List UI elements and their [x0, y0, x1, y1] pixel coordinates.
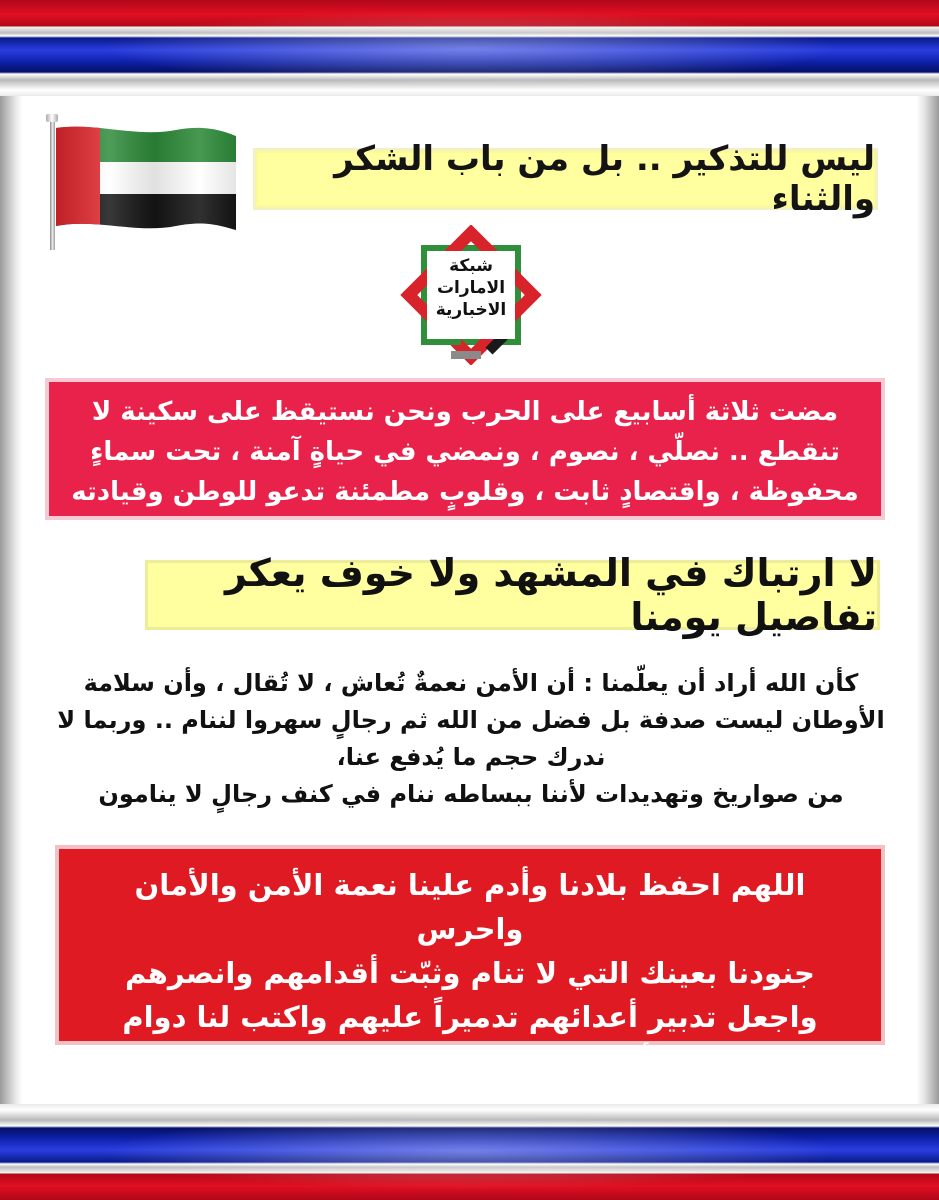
body-line: من صواريخ وتهديدات لأننا ببساطه ننام في كنف رجالٍ لا ينامون [98, 780, 844, 808]
bottom-decorative-band [0, 1104, 939, 1200]
uae-flag [40, 112, 240, 252]
body-line: كأن الله أراد أن يعلّمنا : أن الأمن نعمةٌ تُعاش ، لا تُقال ، وأن سلامة [83, 669, 859, 697]
news-network-logo [392, 225, 550, 365]
flag-pole [50, 120, 55, 250]
prayer-line: جنودنا بعينك التي لا تنام وثبّت أقدامهم وانصرهم [125, 956, 815, 990]
prayer-line: اللهم احفظ بلادنا وأدم علينا نعمة الأمن والأمان واحرس [134, 868, 806, 946]
prayer-line: الطمأنينة والاستقرار يارب العالمين [219, 1044, 721, 1078]
intro-box [45, 378, 885, 520]
subtitle-banner [145, 551, 880, 639]
intro-line: مضت ثلاثة أسابيع على الحرب ونحن نستيقظ على سكينة لا [91, 397, 839, 427]
subtitle-text: لا ارتباك في المشهد ولا خوف يعكر تفاصيل يومنا [225, 551, 877, 639]
prayer-box [55, 845, 885, 1078]
intro-line: تنقطع .. نصلّي ، نصوم ، ونمضي في حياةٍ آمنة ، تحت سماءٍ [90, 437, 840, 467]
flag-icon [56, 122, 236, 234]
title-text: ليس للتذكير .. بل من باب الشكر والثناء [334, 139, 875, 219]
intro-line: محفوظة ، واقتصادٍ ثابت ، وقلوبٍ مطمئنة تدعو للوطن وقيادته [71, 477, 859, 507]
top-decorative-band [0, 0, 939, 96]
body-line: ندرك حجم ما يُدفع عنا، [336, 743, 606, 771]
logo-text: شبكة الامارات الاخبارية [435, 256, 507, 320]
title-banner [253, 139, 878, 219]
prayer-line: واجعل تدبير أعدائهم تدميراً عليهم واكتب لنا دوام [122, 1000, 818, 1034]
body-line: الأوطان ليست صدفة بل فضل من الله ثم رجالٍ سهروا لننام .. وربما لا [57, 706, 885, 734]
body-paragraph [50, 665, 892, 813]
